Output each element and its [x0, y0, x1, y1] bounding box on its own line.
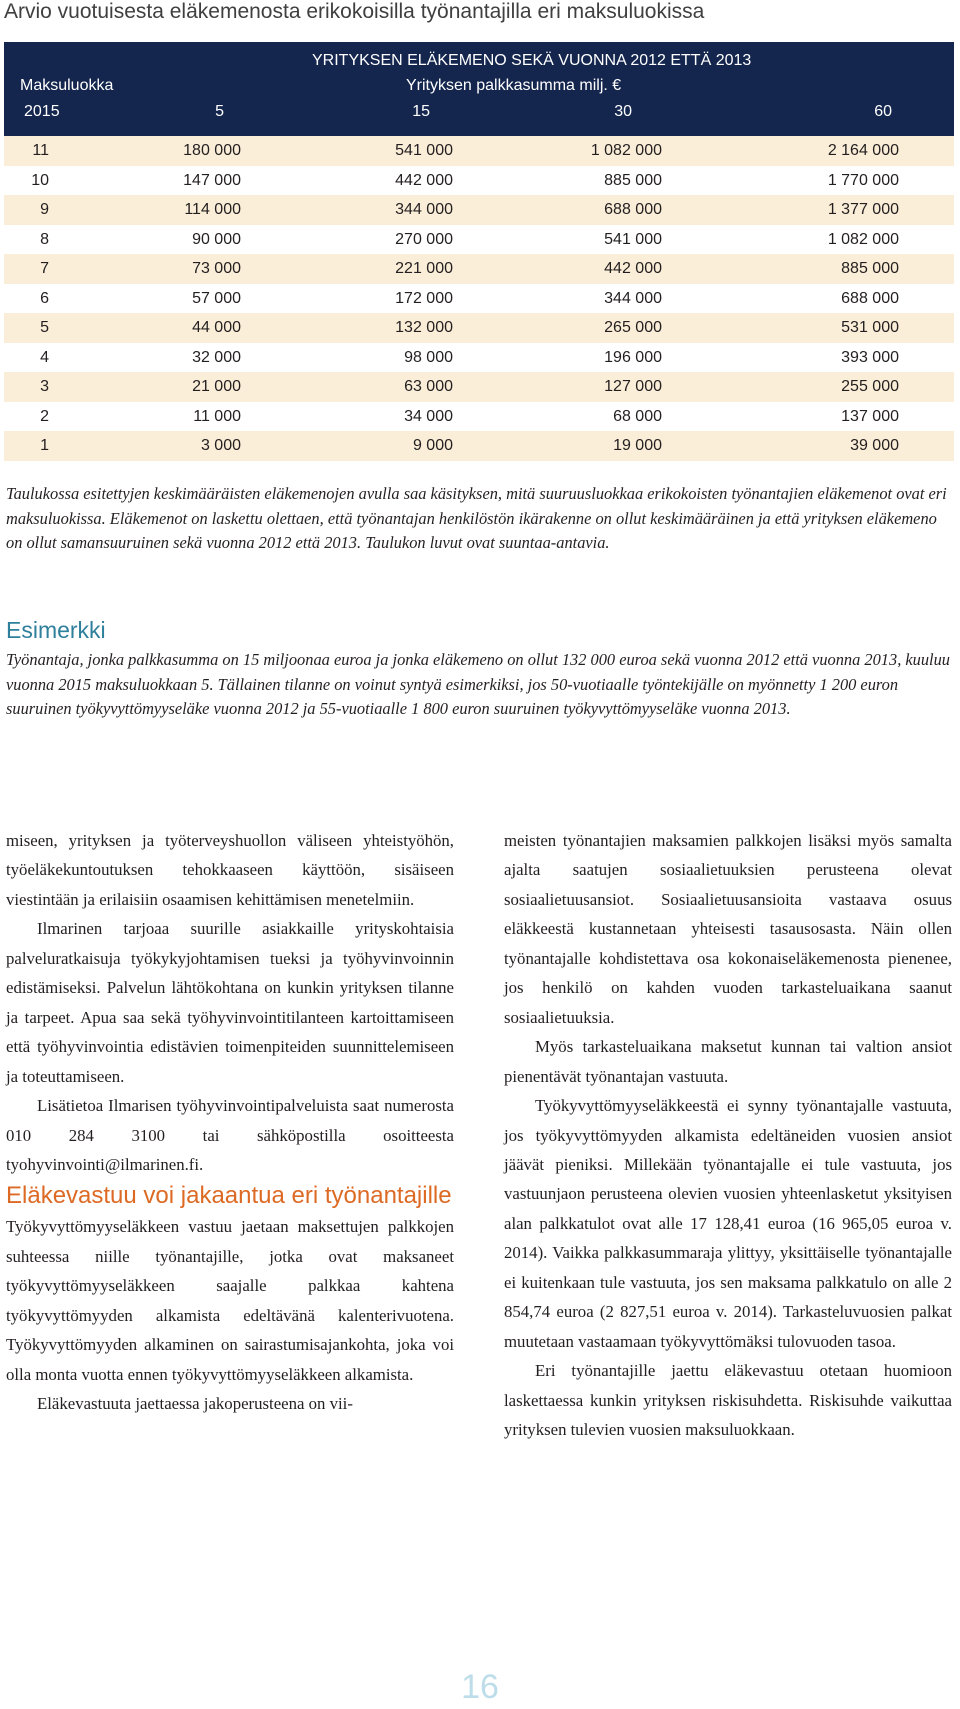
table-cell: 196 000 — [604, 348, 662, 366]
table-cell: 885 000 — [604, 171, 662, 189]
maksuluokka-cell: 8 — [40, 230, 49, 248]
table-cell: 1 082 000 — [590, 142, 662, 159]
page-title: Arvio vuotuisesta eläkemenosta erikokoisilla työnantajilla eri maksuluokissa — [4, 0, 705, 23]
paragraph: meisten työnantajien maksamien palkkojen lisäksi myös samalta ajalta saatujen sosiaalietuuksien perusteena olevat sosiaalietuusansiot. Sosiaalietuusansioita vastaava osuus eläkkeestä kustannetaan yhteisesti tasausosasta. Näin ollen työnantajalle kohdistettava osa kokonaiseläkemenosta pienenee, jos henkilö on kahden vuoden tarkasteluaikana saanut sosiaalietuuksia. — [504, 831, 952, 1027]
maksuluokka-cell: 2 — [40, 407, 49, 425]
column-header: 30 — [614, 103, 632, 120]
paragraph: Myös tarkasteluaikana maksetut kunnan tai valtion ansiot pienentävät työnantajan vastuuta. — [504, 1037, 952, 1086]
table-row — [4, 431, 954, 461]
table-note: Taulukossa esitettyjen keskimääräisten eläkemenojen avulla saa käsityksen, mitä suuruusluokkaa erikokoisten työnantajien eläkemenot ovat eri maksuluokissa. Eläkemenot on laskettu olettaen, että työnantajan henkilöstön ikärakenne on ollut keskimääräinen ja että yrityksen eläkemeno on ollut samansuuruinen sekä vuonna 2012 että 2013. Taulukon luvut ovat suuntaa-antavia. — [6, 484, 947, 553]
left-text-column — [6, 826, 454, 1419]
table-cell: 2 164 000 — [827, 142, 899, 159]
table-cell: 265 000 — [604, 319, 662, 336]
column-header: 2015 — [24, 103, 60, 120]
table-cell: 137 000 — [841, 407, 899, 425]
table-cell: 688 000 — [604, 201, 662, 218]
table-cell: 1 770 000 — [827, 171, 899, 189]
table-row — [4, 254, 954, 284]
paragraph: Ilmarinen tarjoaa suurille asiakkaille yrityskohtaisia palveluratkaisuja työkykyjohtamisen tueksi ja työhyvinvoinnin edistämiseksi. Palvelun lähtökohtana on kunkin yrityksen tilanne ja tarpeet. Apua saa sekä työhyvinvointitilanteen kartoittamiseen että työhyvinvointia edistävien toimenpiteiden suunnittelemiseen ja toteuttamiseen. — [6, 919, 454, 1086]
table-cell: 442 000 — [604, 260, 662, 277]
table-cell: 44 000 — [192, 319, 241, 336]
table-super-header: YRITYKSEN ELÄKEMENO SEKÄ VUONNA 2012 ETTÄ 2013 — [312, 52, 752, 69]
eläkemeno-table — [4, 42, 954, 461]
table-cell: 32 000 — [192, 348, 241, 366]
table-cell: 344 000 — [395, 201, 453, 218]
page-number: 16 — [461, 1668, 499, 1706]
table-cell: 270 000 — [395, 230, 453, 248]
table-row — [4, 284, 954, 314]
table-cell: 19 000 — [613, 437, 662, 454]
table-header — [4, 42, 954, 136]
table-cell: 531 000 — [841, 319, 899, 336]
maksuluokka-cell: 11 — [32, 142, 49, 159]
table-cell: 57 000 — [192, 289, 241, 307]
table-cell: 180 000 — [183, 142, 241, 159]
table-cell: 11 000 — [193, 407, 241, 425]
table-row — [4, 136, 954, 166]
maksuluokka-cell: 10 — [31, 171, 49, 189]
table-cell: 442 000 — [395, 171, 453, 189]
table-cell: 221 000 — [395, 260, 453, 277]
table-cell: 1 082 000 — [827, 230, 899, 248]
table-cell: 68 000 — [613, 407, 662, 425]
example-heading: Esimerkki — [6, 617, 106, 643]
table-cell: 34 000 — [404, 407, 453, 425]
column-header: 60 — [874, 103, 892, 120]
right-text-column — [504, 826, 952, 1445]
table-cell: 63 000 — [404, 378, 453, 395]
table-cell: 172 000 — [395, 289, 453, 307]
table-cell: 541 000 — [395, 142, 453, 159]
table-cell: 255 000 — [841, 378, 899, 395]
table-cell: 21 000 — [192, 378, 241, 395]
maksuluokka-cell: 3 — [40, 378, 49, 395]
column-header: 5 — [215, 103, 224, 120]
table-cell: 3 000 — [200, 437, 241, 454]
table-cell: 147 000 — [183, 171, 241, 189]
section-heading: Eläkevastuu voi jakaantua eri työnantajille — [6, 1182, 452, 1210]
table-cell: 393 000 — [841, 348, 899, 366]
table-cell: 127 000 — [604, 378, 662, 395]
maksuluokka-cell: 6 — [40, 289, 49, 307]
table-cell: 132 000 — [395, 319, 453, 336]
table-row — [4, 402, 954, 432]
table-cell: 90 000 — [192, 230, 241, 248]
paragraph: Eläkevastuuta jaettaessa jakoperusteena on vii- — [37, 1394, 353, 1414]
paragraph: Eri työnantajille jaettu eläkevastuu otetaan huomioon laskettaessa kunkin yrityksen riskisuhdetta. Riskisuhde vaikuttaa yrityksen tulevien vuosien maksuluokkaan. — [504, 1361, 952, 1440]
table-cell: 114 000 — [184, 201, 241, 218]
table-body — [4, 136, 954, 461]
maksuluokka-cell: 7 — [40, 260, 49, 277]
table-cell: 9 000 — [412, 437, 453, 454]
maksuluokka-cell: 9 — [40, 201, 49, 218]
table-cell: 39 000 — [850, 437, 899, 454]
table-cell: 885 000 — [841, 260, 899, 277]
row-header-label: Maksuluokka — [20, 77, 114, 94]
table-cell: 541 000 — [604, 230, 662, 248]
example-text: Työnantaja, jonka palkkasumma on 15 miljoonaa euroa ja jonka eläkemeno on ollut 132 000 euroa sekä vuonna 2012 että vuonna 2013, kuuluu vuonna 2015 maksuluokkaan 5. Tällainen tilanne on voinut syntyä esimerkiksi, jos 50-vuotiaalle työntekijälle on myönnetty 1 200 euron suuruinen työkyvyttömyyseläke vuonna 2012 ja 55-vuotiaalle 1 800 euron suuruinen työkyvyttömyyseläke vuonna 2013. — [6, 650, 950, 719]
table-row — [4, 225, 954, 255]
maksuluokka-cell: 1 — [40, 437, 49, 454]
paragraph: Työkyvyttömyyseläkkeestä ei synny työnantajalle vastuuta, jos työkyvyttömyyden alkamista edeltäneiden vuosien ansiot jäävät pieniksi. Millekään työnantajalle ei tule vastuuta, jos vastuunjaon perusteena olevien vuosien yhteenlasketut yksityisen alan palkkatulot ovat alle 17 128,41 euroa (16 965,05 euroa v. 2014). Vaikka palkkasummaraja ylittyy, yksittäiselle työnantajalle ei kuitenkaan tule vastuuta, jos sen maksama palkkatulo on alle 2 854,74 euroa (2 827,51 euroa v. 2014). Tarkasteluvuosien palkat muutetaan vastaamaan työkyvyttömäksi tulovuoden tasoa. — [504, 1096, 952, 1351]
maksuluokka-cell: 4 — [40, 348, 49, 366]
column-header: 15 — [412, 103, 430, 120]
table-row — [4, 343, 954, 373]
table-row — [4, 372, 954, 402]
table-cell: 98 000 — [404, 348, 453, 366]
table-sub-header: Yrityksen palkkasumma milj. € — [406, 77, 622, 94]
table-row — [4, 313, 954, 343]
table-row — [4, 166, 954, 196]
table-cell: 1 377 000 — [827, 201, 899, 218]
paragraph: Työkyvyttömyyseläkkeen vastuu jaetaan maksettujen palkkojen suhteessa niille työnantajille, jotka ovat maksaneet työkyvyttömyyseläkkeen saajalle palkkaa kahtena työkyvyttömyyden alkamista edeltävänä kalenterivuotena. Työkyvyttömyyden alkaminen on sairastumisajankohta, joka voi olla monta vuotta ennen työkyvyttömyyseläkkeen alkamista. — [6, 1217, 454, 1384]
maksuluokka-cell: 5 — [40, 319, 49, 336]
table-cell: 344 000 — [604, 289, 662, 307]
paragraph: Lisätietoa Ilmarisen työhyvinvointipalveluista saat numerosta 010 284 3100 tai sähköpostilla osoitteesta tyohyvinvointi@ilmarinen.fi. — [6, 1096, 454, 1174]
table-row — [4, 195, 954, 225]
table-cell: 688 000 — [841, 289, 899, 307]
paragraph: miseen, yrityksen ja työterveyshuollon väliseen yhteistyöhön, työeläkekuntoutuksen tehokkaaseen käyttöön, sisäiseen viestintään ja erilaisiin osaamisen kehittämisen menetelmiin. — [6, 831, 454, 909]
table-cell: 73 000 — [192, 260, 241, 277]
